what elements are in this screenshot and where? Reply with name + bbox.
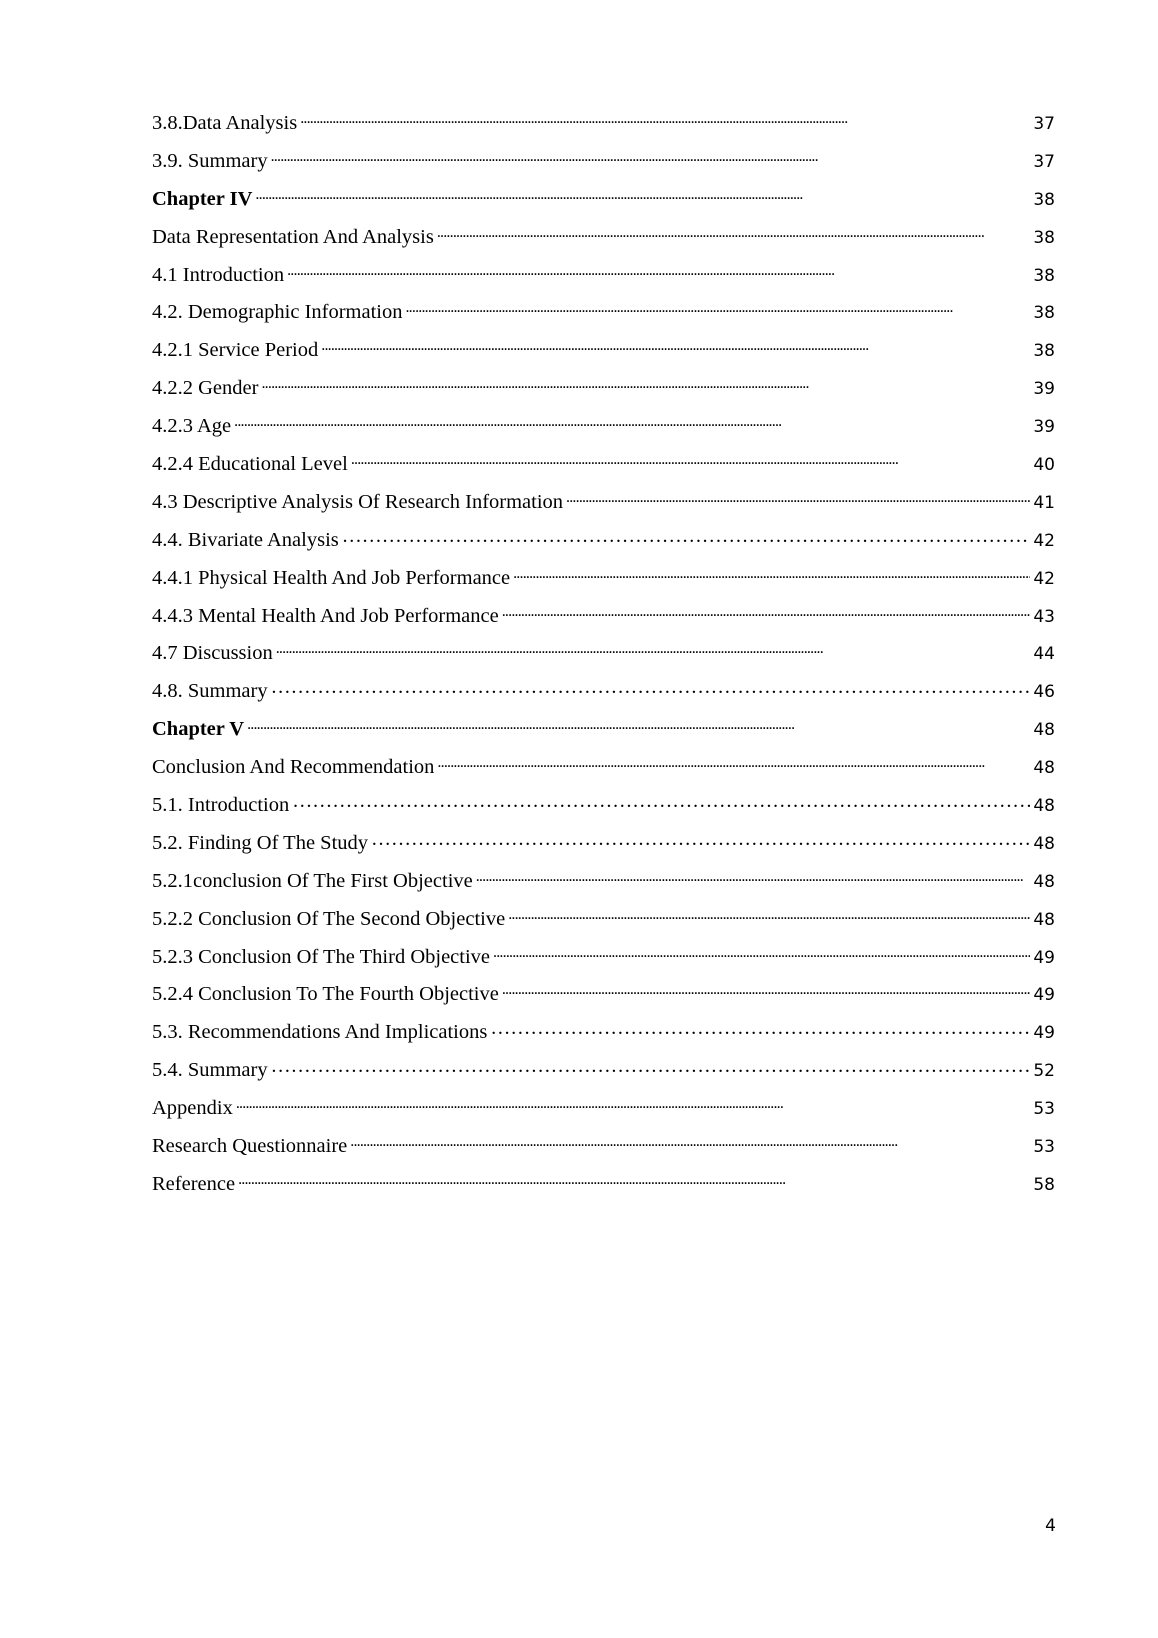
toc-entry-page: 37 <box>1033 151 1055 172</box>
toc-dot-leader <box>261 374 1030 394</box>
toc-entry-page: 49 <box>1033 947 1055 968</box>
toc-entry[interactable] <box>152 257 1055 295</box>
toc-entry-page: 58 <box>1033 1174 1055 1195</box>
toc-entry[interactable] <box>152 446 1055 484</box>
toc-entry-title: 5.3. Recommendations And Implications <box>152 1021 488 1044</box>
toc-entry[interactable] <box>152 1052 1055 1090</box>
toc-entry[interactable] <box>152 294 1055 332</box>
toc-entry-title: 5.4. Summary <box>152 1059 268 1082</box>
toc-entry[interactable] <box>152 522 1055 560</box>
toc-dot-leader <box>371 829 1030 849</box>
toc-entry-page: 38 <box>1033 341 1055 362</box>
toc-entry-page: 53 <box>1033 1137 1055 1158</box>
toc-dot-leader <box>405 298 1030 318</box>
toc-entry[interactable] <box>152 939 1055 977</box>
toc-entry-page: 44 <box>1033 644 1055 665</box>
toc-entry-title: 4.2.4 Educational Level <box>152 453 348 476</box>
toc-entry-page: 48 <box>1033 796 1055 817</box>
toc-entry-page: 38 <box>1033 265 1055 286</box>
toc-entry-title: 4.2. Demographic Information <box>152 301 403 324</box>
toc-entry-title: 3.8.Data Analysis <box>152 112 298 134</box>
toc-dot-leader <box>321 336 1030 356</box>
toc-dot-leader <box>271 147 1030 167</box>
toc-entry-title: 5.2.2 Conclusion Of The Second Objective <box>152 907 506 930</box>
toc-entry-title: Chapter V <box>152 718 245 741</box>
toc-entry-title: 5.2.3 Conclusion Of The Third Objective <box>152 945 491 968</box>
toc-entry[interactable] <box>152 332 1055 370</box>
toc-dot-leader <box>490 1018 1030 1038</box>
toc-dot-leader <box>255 185 1030 205</box>
toc-dot-leader <box>437 753 1030 773</box>
toc-entry-title: 4.1 Introduction <box>152 263 285 286</box>
toc-entry-title: 4.2.3 Age <box>152 415 232 438</box>
toc-entry-page: 38 <box>1033 303 1055 324</box>
toc-entry-title: Chapter IV <box>152 187 253 210</box>
toc-entry[interactable] <box>152 408 1055 446</box>
toc-entry-title: 4.4.3 Mental Health And Job Performance <box>152 604 499 627</box>
table-of-contents <box>152 105 1055 1204</box>
toc-entry[interactable] <box>152 635 1055 673</box>
toc-dot-leader <box>351 450 1030 470</box>
toc-entry[interactable] <box>152 1166 1055 1204</box>
toc-entry-page: 38 <box>1033 189 1055 210</box>
toc-entry[interactable] <box>152 370 1055 408</box>
toc-entry[interactable] <box>152 1128 1055 1166</box>
toc-entry-page: 39 <box>1033 417 1055 438</box>
toc-dot-leader <box>508 905 1030 925</box>
toc-entry-page: 43 <box>1033 606 1055 627</box>
toc-entry-page: 42 <box>1033 568 1055 589</box>
toc-dot-leader <box>300 109 1030 129</box>
toc-dot-leader <box>292 791 1030 811</box>
toc-entry-title: 3.9. Summary <box>152 149 268 172</box>
toc-dot-leader <box>350 1132 1030 1152</box>
toc-entry[interactable] <box>152 1014 1055 1052</box>
toc-dot-leader <box>502 602 1030 622</box>
toc-dot-leader <box>342 526 1030 546</box>
toc-entry-title: Data Representation And Analysis <box>152 225 434 248</box>
toc-dot-leader <box>271 1056 1030 1076</box>
toc-entry-title: 4.8. Summary <box>152 680 268 703</box>
toc-entry-title: Appendix <box>152 1097 233 1120</box>
toc-entry[interactable] <box>152 749 1055 787</box>
toc-entry[interactable] <box>152 1090 1055 1128</box>
toc-entry-title: 5.2.1conclusion Of The First Objective <box>152 869 473 892</box>
toc-entry-page: 48 <box>1033 758 1055 779</box>
toc-dot-leader <box>493 943 1030 963</box>
toc-dot-leader <box>271 677 1030 697</box>
toc-dot-leader <box>513 564 1030 584</box>
toc-entry-title: 4.2.2 Gender <box>152 377 259 400</box>
toc-entry-title: Conclusion And Recommendation <box>152 756 435 779</box>
toc-dot-leader <box>234 412 1030 432</box>
toc-dot-leader <box>236 1094 1030 1114</box>
toc-entry-page: 49 <box>1033 985 1055 1006</box>
page-number: 4 <box>1045 1516 1056 1536</box>
toc-entry[interactable] <box>152 976 1055 1014</box>
toc-entry[interactable] <box>152 105 1055 143</box>
toc-dot-leader <box>276 639 1030 659</box>
toc-entry[interactable] <box>152 560 1055 598</box>
toc-dot-leader <box>247 715 1030 735</box>
toc-entry-title: 5.2. Finding Of The Study <box>152 831 369 854</box>
toc-entry-page: 39 <box>1033 379 1055 400</box>
toc-entry[interactable] <box>152 787 1055 825</box>
toc-entry-title: 4.4. Bivariate Analysis <box>152 528 339 551</box>
toc-entry[interactable] <box>152 825 1055 863</box>
toc-entry-title: Reference <box>152 1172 236 1195</box>
toc-entry-page: 52 <box>1033 1061 1055 1082</box>
toc-dot-leader <box>566 488 1030 508</box>
toc-entry[interactable] <box>152 673 1055 711</box>
toc-entry-title: 4.3 Descriptive Analysis Of Research Information <box>152 490 564 513</box>
toc-entry[interactable] <box>152 598 1055 636</box>
toc-dot-leader <box>502 980 1030 1000</box>
toc-dot-leader <box>287 261 1030 281</box>
toc-dot-leader <box>437 223 1030 243</box>
toc-entry-title: Research Questionnaire <box>152 1135 348 1158</box>
toc-entry-page: 46 <box>1033 682 1055 703</box>
toc-entry[interactable] <box>152 219 1055 257</box>
toc-dot-leader <box>238 1170 1030 1190</box>
toc-entry-page: 40 <box>1033 455 1055 476</box>
toc-entry-page: 37 <box>1033 114 1055 134</box>
toc-entry[interactable] <box>152 484 1055 522</box>
toc-entry-page: 48 <box>1033 909 1055 930</box>
toc-entry-title: 5.2.4 Conclusion To The Fourth Objective <box>152 983 499 1006</box>
toc-entry-title: 4.7 Discussion <box>152 642 273 665</box>
toc-entry-page: 48 <box>1033 720 1055 741</box>
toc-entry-page: 41 <box>1033 492 1055 513</box>
toc-entry[interactable] <box>152 181 1055 219</box>
toc-entry-page: 38 <box>1033 227 1055 248</box>
toc-entry-page: 42 <box>1033 530 1055 551</box>
toc-entry-title: 4.4.1 Physical Health And Job Performance <box>152 566 511 589</box>
toc-entry-title: 4.2.1 Service Period <box>152 339 319 362</box>
toc-entry-page: 48 <box>1033 833 1055 854</box>
toc-entry-title: 5.1. Introduction <box>152 794 290 817</box>
toc-entry[interactable] <box>152 143 1055 181</box>
toc-entry-page: 48 <box>1033 871 1055 892</box>
toc-entry-page: 49 <box>1033 1023 1055 1044</box>
toc-entry[interactable] <box>152 863 1055 901</box>
toc-entry[interactable] <box>152 711 1055 749</box>
toc-entry-page: 53 <box>1033 1099 1055 1120</box>
toc-dot-leader <box>476 867 1030 887</box>
toc-entry[interactable] <box>152 901 1055 939</box>
